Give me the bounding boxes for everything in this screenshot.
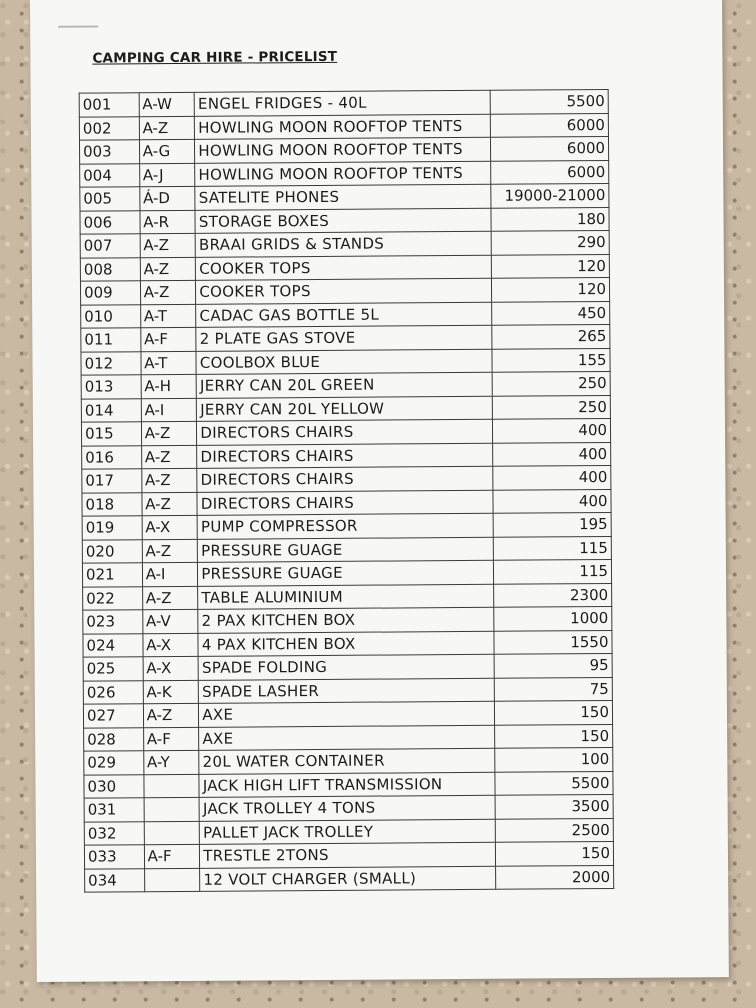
item-price: 400	[492, 418, 611, 442]
item-description: 2 PAX KITCHEN BOX	[198, 607, 494, 633]
item-description: HOWLING MOON ROOFTOP TENTS	[195, 137, 491, 163]
item-price: 150	[494, 724, 613, 748]
item-number: 033	[84, 845, 144, 869]
item-number: 014	[81, 398, 141, 422]
item-price: 400	[492, 442, 611, 466]
item-code	[144, 821, 200, 845]
item-description: SATELITE PHONES	[195, 184, 491, 210]
item-number: 006	[80, 210, 140, 234]
item-price: 115	[493, 536, 612, 560]
item-number: 021	[82, 563, 142, 587]
item-description: JACK TROLLEY 4 TONS	[199, 795, 495, 821]
item-number: 031	[84, 798, 144, 822]
item-code: A-X	[143, 633, 199, 657]
pricelist-table	[79, 89, 615, 893]
item-price: 250	[492, 371, 611, 395]
item-price: 150	[495, 841, 614, 865]
item-description: CADAC GAS BOTTLE 5L	[196, 302, 492, 328]
item-number: 008	[80, 257, 140, 281]
item-number: 002	[79, 116, 139, 140]
item-description: BRAAI GRIDS & STANDS	[195, 231, 491, 257]
item-description: DIRECTORS CHAIRS	[197, 490, 493, 516]
item-code: A-K	[143, 680, 199, 704]
paper-sheet	[30, 0, 729, 982]
item-code: A-G	[139, 139, 195, 163]
item-code: A-T	[141, 351, 197, 375]
item-code: A-X	[142, 515, 198, 539]
item-price: 290	[491, 230, 610, 254]
item-number: 015	[81, 422, 141, 446]
item-price: 115	[493, 559, 612, 583]
item-code: A-Z	[140, 257, 196, 281]
item-number: 025	[83, 657, 143, 681]
item-code	[144, 774, 200, 798]
item-description: PUMP COMPRESSOR	[197, 513, 493, 539]
item-number: 004	[80, 163, 140, 187]
item-price: 250	[492, 395, 611, 419]
item-price: 19000-21000	[490, 183, 609, 207]
item-price: 95	[494, 653, 613, 677]
pen-mark	[58, 26, 98, 28]
item-number: 005	[80, 187, 140, 211]
item-description: 4 PAX KITCHEN BOX	[198, 631, 494, 657]
item-description: ENGEL FRIDGES - 40L	[194, 90, 490, 116]
item-description: 12 VOLT CHARGER (SMALL)	[200, 866, 496, 892]
item-price: 180	[491, 207, 610, 231]
item-description: PRESSURE GUAGE	[198, 537, 494, 563]
item-code: A-X	[143, 656, 199, 680]
item-number: 012	[81, 351, 141, 375]
item-price: 6000	[490, 113, 609, 137]
item-price: 5500	[490, 89, 609, 113]
item-code: A-Y	[143, 750, 199, 774]
item-number: 019	[82, 516, 142, 540]
item-code: A-F	[140, 327, 196, 351]
item-number: 018	[82, 492, 142, 516]
item-description: STORAGE BOXES	[195, 208, 491, 234]
item-number: 011	[81, 328, 141, 352]
item-number: 003	[79, 140, 139, 164]
item-number: 027	[83, 704, 143, 728]
item-code	[144, 868, 200, 892]
item-code: A-J	[139, 163, 195, 187]
item-number: 034	[85, 868, 145, 892]
item-description: 2 PLATE GAS STOVE	[196, 325, 492, 351]
item-price: 1000	[493, 606, 612, 630]
item-description: AXE	[199, 725, 495, 751]
item-code: A-Z	[141, 445, 197, 469]
item-number: 023	[83, 610, 143, 634]
item-description: COOKER TOPS	[196, 255, 492, 281]
item-price: 100	[494, 747, 613, 771]
item-number: 032	[84, 821, 144, 845]
item-price: 120	[491, 277, 610, 301]
item-code: A-Z	[140, 233, 196, 257]
item-description: HOWLING MOON ROOFTOP TENTS	[195, 114, 491, 140]
item-description: DIRECTORS CHAIRS	[197, 466, 493, 492]
item-price: 1550	[494, 630, 613, 654]
item-description: DIRECTORS CHAIRS	[197, 443, 493, 469]
item-code: A-Z	[142, 586, 198, 610]
item-description: JERRY CAN 20L YELLOW	[197, 396, 493, 422]
item-number: 028	[84, 727, 144, 751]
item-code: A-V	[142, 609, 198, 633]
item-description: SPADE FOLDING	[198, 654, 494, 680]
item-code: A-F	[143, 727, 199, 751]
item-description: JERRY CAN 20L GREEN	[196, 372, 492, 398]
item-code: A-T	[140, 304, 196, 328]
item-code: A-F	[144, 844, 200, 868]
item-price: 6000	[490, 160, 609, 184]
table-row	[80, 183, 609, 210]
item-code: A-Z	[143, 703, 199, 727]
item-code: Á-D	[139, 186, 195, 210]
item-number: 013	[81, 375, 141, 399]
item-code: A-W	[139, 92, 195, 116]
item-description: TRESTLE 2TONS	[200, 842, 496, 868]
item-price: 6000	[490, 136, 609, 160]
pricelist-rows	[79, 89, 614, 892]
item-price: 400	[493, 489, 612, 513]
item-code: A-I	[141, 398, 197, 422]
item-code	[144, 797, 200, 821]
item-price: 5500	[495, 771, 614, 795]
item-description: DIRECTORS CHAIRS	[197, 419, 493, 445]
item-number: 010	[81, 304, 141, 328]
item-number: 020	[82, 539, 142, 563]
item-code: A-Z	[142, 492, 198, 516]
item-price: 2300	[493, 583, 612, 607]
item-code: A-Z	[139, 116, 195, 140]
item-price: 75	[494, 677, 613, 701]
item-code: A-Z	[142, 539, 198, 563]
page-title: CAMPING CAR HIRE - PRICELIST	[92, 48, 338, 67]
item-number: 016	[82, 445, 142, 469]
item-price: 265	[491, 324, 610, 348]
item-price: 3500	[495, 794, 614, 818]
item-price: 2500	[495, 818, 614, 842]
item-price: 2000	[495, 865, 614, 889]
item-code: A-Z	[141, 468, 197, 492]
item-code: A-Z	[140, 280, 196, 304]
item-price: 155	[492, 348, 611, 372]
table-row	[85, 865, 614, 892]
item-code: A-R	[140, 210, 196, 234]
item-description: HOWLING MOON ROOFTOP TENTS	[195, 161, 491, 187]
item-number: 017	[82, 469, 142, 493]
item-description: COOLBOX BLUE	[196, 349, 492, 375]
item-price: 400	[492, 465, 611, 489]
item-description: COOKER TOPS	[196, 278, 492, 304]
item-price: 450	[491, 301, 610, 325]
item-code: A-I	[142, 562, 198, 586]
item-number: 030	[84, 774, 144, 798]
item-number: 024	[83, 633, 143, 657]
item-number: 007	[80, 234, 140, 258]
item-code: A-Z	[141, 421, 197, 445]
item-price: 150	[494, 700, 613, 724]
item-price: 120	[491, 254, 610, 278]
item-description: 20L WATER CONTAINER	[199, 748, 495, 774]
item-description: JACK HIGH LIFT TRANSMISSION	[199, 772, 495, 798]
item-description: SPADE LASHER	[199, 678, 495, 704]
item-description: TABLE ALUMINIUM	[198, 584, 494, 610]
item-number: 009	[80, 281, 140, 305]
item-description: AXE	[199, 701, 495, 727]
item-description: PRESSURE GUAGE	[198, 560, 494, 586]
item-price: 195	[493, 512, 612, 536]
item-number: 026	[83, 680, 143, 704]
item-number: 001	[79, 93, 139, 117]
item-code: A-H	[141, 374, 197, 398]
item-number: 029	[84, 751, 144, 775]
item-number: 022	[83, 586, 143, 610]
item-description: PALLET JACK TROLLEY	[200, 819, 496, 845]
